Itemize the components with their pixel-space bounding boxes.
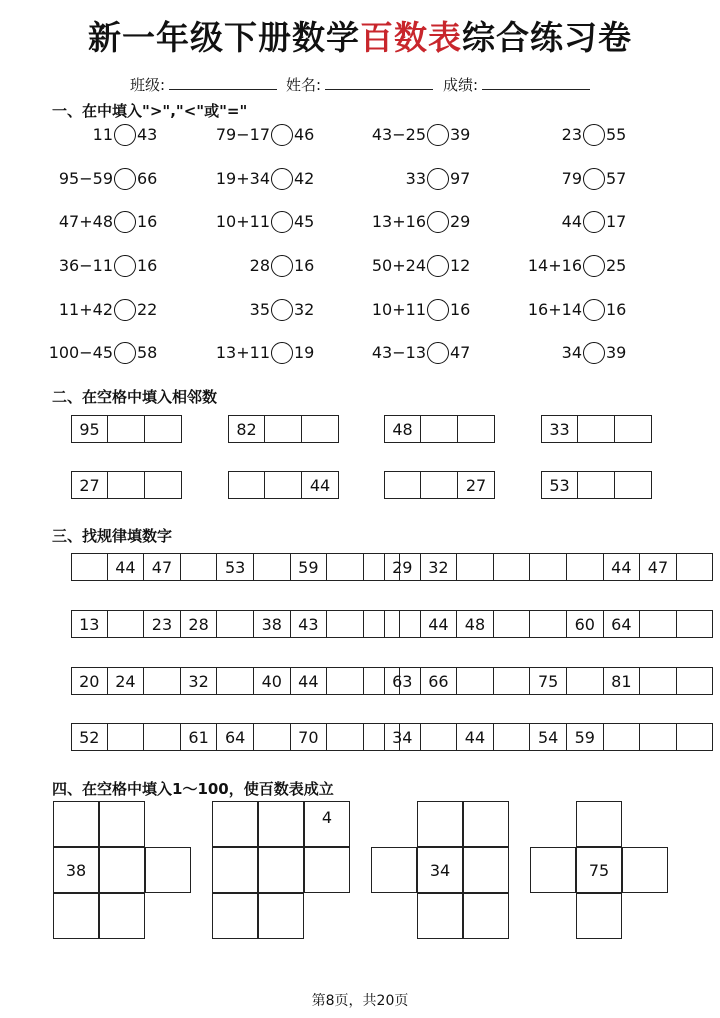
answer-cell[interactable] — [228, 471, 265, 499]
number-cell: 43 — [291, 610, 328, 638]
number-cell: 47 — [144, 553, 181, 581]
answer-cell[interactable] — [530, 847, 576, 893]
compare-right: 55 — [606, 124, 627, 144]
answer-circle[interactable] — [271, 168, 293, 190]
number-cell: 44 — [457, 723, 494, 751]
compare-left: 36−11 — [58, 255, 113, 275]
adjacent-group — [228, 471, 339, 499]
compare-item — [358, 121, 470, 147]
compare-right: 25 — [606, 255, 627, 275]
number-cell: 34 — [384, 723, 421, 751]
answer-cell[interactable] — [457, 667, 494, 695]
answer-cell[interactable] — [604, 723, 641, 751]
section3-heading: 三、找规律填数字 — [52, 527, 173, 545]
number-cell: 61 — [181, 723, 218, 751]
answer-cell[interactable] — [567, 553, 604, 581]
answer-cell[interactable] — [99, 847, 145, 893]
compare-right: 19 — [294, 342, 315, 362]
answer-cell[interactable] — [677, 723, 714, 751]
compare-right: 16 — [137, 255, 158, 275]
answer-cell[interactable] — [417, 801, 463, 847]
number-cell: 59 — [567, 723, 604, 751]
compare-item — [514, 165, 626, 191]
compare-left: 13+16 — [371, 211, 426, 231]
number-cell: 29 — [384, 553, 421, 581]
pattern-row — [71, 723, 400, 751]
compare-right: 43 — [137, 124, 158, 144]
answer-cell[interactable] — [677, 553, 714, 581]
compare-right: 16 — [450, 299, 471, 319]
compare-left: 10+11 — [215, 211, 270, 231]
number-cell: 38 — [53, 847, 99, 893]
answer-cell[interactable] — [457, 553, 494, 581]
answer-cell[interactable] — [327, 553, 364, 581]
number-cell: 59 — [291, 553, 328, 581]
answer-cell[interactable] — [384, 610, 421, 638]
answer-cell[interactable] — [108, 723, 145, 751]
answer-circle[interactable] — [427, 299, 449, 321]
answer-cell[interactable] — [327, 610, 364, 638]
number-cell: 60 — [567, 610, 604, 638]
adjacent-group — [541, 415, 652, 443]
number-cell: 13 — [71, 610, 108, 638]
compare-right: 32 — [294, 299, 315, 319]
answer-cell[interactable] — [530, 610, 567, 638]
number-cell: 75 — [576, 847, 622, 893]
number-cell: 20 — [71, 667, 108, 695]
compare-right: 97 — [450, 168, 471, 188]
number-cell: 48 — [457, 610, 494, 638]
answer-cell[interactable] — [463, 847, 509, 893]
number-cell: 82 — [228, 415, 265, 443]
answer-cell[interactable] — [71, 553, 108, 581]
title-highlight: 百数表 — [360, 18, 462, 57]
answer-cell[interactable] — [417, 893, 463, 939]
compare-left: 50+24 — [371, 255, 426, 275]
answer-cell[interactable] — [265, 471, 302, 499]
compare-item — [358, 208, 470, 234]
number-cell: 64 — [604, 610, 641, 638]
answer-cell[interactable] — [578, 415, 615, 443]
compare-left: 100−45 — [48, 342, 113, 362]
compare-left: 33 — [405, 168, 426, 188]
number-cell: 44 — [302, 471, 339, 499]
compare-item — [358, 165, 470, 191]
compare-left: 11 — [92, 124, 113, 144]
answer-circle[interactable] — [427, 255, 449, 277]
answer-cell[interactable] — [144, 723, 181, 751]
answer-cell[interactable] — [254, 553, 291, 581]
compare-item — [514, 121, 626, 147]
answer-circle[interactable] — [583, 168, 605, 190]
compare-left: 95−59 — [58, 168, 113, 188]
number-cell: 47 — [640, 553, 677, 581]
answer-circle[interactable] — [271, 211, 293, 233]
answer-cell[interactable] — [615, 415, 652, 443]
compare-right: 29 — [450, 211, 471, 231]
compare-item — [45, 121, 157, 147]
pattern-row — [384, 610, 713, 638]
answer-circle[interactable] — [583, 211, 605, 233]
answer-cell[interactable] — [108, 415, 145, 443]
number-cell: 53 — [217, 553, 254, 581]
answer-circle[interactable] — [114, 168, 136, 190]
number-cell: 70 — [291, 723, 328, 751]
compare-item — [45, 252, 157, 278]
compare-right: 16 — [294, 255, 315, 275]
answer-circle[interactable] — [427, 124, 449, 146]
answer-circle[interactable] — [427, 211, 449, 233]
adjacent-group — [71, 471, 182, 499]
answer-cell[interactable] — [463, 893, 509, 939]
adjacent-group — [384, 415, 495, 443]
compare-item — [202, 252, 314, 278]
answer-circle[interactable] — [271, 255, 293, 277]
answer-cell[interactable] — [302, 415, 339, 443]
answer-circle[interactable] — [583, 299, 605, 321]
number-cell: 48 — [384, 415, 421, 443]
score-field[interactable]: 成绩: — [443, 74, 590, 95]
compare-item — [45, 208, 157, 234]
answer-cell[interactable] — [145, 415, 182, 443]
page-title: 新一年级下册数学百数表综合练习卷 — [88, 18, 632, 57]
compare-right: 22 — [137, 299, 158, 319]
compare-right: 39 — [606, 342, 627, 362]
pattern-row — [71, 667, 400, 695]
answer-cell[interactable] — [640, 723, 677, 751]
number-cell: 44 — [421, 610, 458, 638]
number-cell: 28 — [181, 610, 218, 638]
number-cell: 34 — [417, 847, 463, 893]
compare-left: 11+42 — [58, 299, 113, 319]
number-cell: 75 — [530, 667, 567, 695]
answer-cell[interactable] — [145, 471, 182, 499]
answer-cell[interactable] — [494, 610, 531, 638]
number-cell: 81 — [604, 667, 641, 695]
compare-left: 19+34 — [215, 168, 270, 188]
compare-left: 43−25 — [371, 124, 426, 144]
answer-cell[interactable] — [145, 847, 191, 893]
answer-cell[interactable] — [463, 801, 509, 847]
pattern-row — [384, 553, 713, 581]
answer-cell[interactable] — [217, 610, 254, 638]
number-cell: 44 — [604, 553, 641, 581]
compare-right: 17 — [606, 211, 627, 231]
pattern-row — [384, 667, 713, 695]
compare-item — [358, 339, 470, 365]
compare-right: 46 — [294, 124, 315, 144]
compare-right: 58 — [137, 342, 158, 362]
answer-cell[interactable] — [384, 471, 421, 499]
number-cell: 4 — [304, 801, 350, 847]
compare-right: 16 — [137, 211, 158, 231]
answer-cell[interactable] — [108, 610, 145, 638]
answer-cell[interactable] — [327, 723, 364, 751]
compare-left: 35 — [249, 299, 270, 319]
number-cell: 23 — [144, 610, 181, 638]
compare-item — [202, 208, 314, 234]
answer-cell[interactable] — [254, 723, 291, 751]
pattern-row — [71, 610, 400, 638]
answer-cell[interactable] — [567, 667, 604, 695]
answer-circle[interactable] — [427, 168, 449, 190]
number-cell: 32 — [421, 553, 458, 581]
answer-cell[interactable] — [615, 471, 652, 499]
number-cell: 66 — [421, 667, 458, 695]
answer-circle[interactable] — [114, 342, 136, 364]
compare-item — [514, 296, 626, 322]
compare-right: 66 — [137, 168, 158, 188]
answer-cell[interactable] — [371, 847, 417, 893]
answer-cell[interactable] — [108, 471, 145, 499]
compare-left: 16+14 — [527, 299, 582, 319]
number-cell: 52 — [71, 723, 108, 751]
adjacent-group — [384, 471, 495, 499]
answer-cell[interactable] — [578, 471, 615, 499]
compare-item — [202, 165, 314, 191]
compare-left: 47+48 — [58, 211, 113, 231]
number-cell: 44 — [291, 667, 328, 695]
page-footer: 第8页，共20页 — [311, 993, 409, 1009]
compare-right: 16 — [606, 299, 627, 319]
answer-circle[interactable] — [114, 124, 136, 146]
answer-circle[interactable] — [114, 255, 136, 277]
compare-left: 79−17 — [215, 124, 270, 144]
compare-item — [202, 296, 314, 322]
answer-cell[interactable] — [258, 847, 304, 893]
compare-left: 13+11 — [215, 342, 270, 362]
number-cell: 53 — [541, 471, 578, 499]
answer-cell[interactable] — [530, 553, 567, 581]
number-cell: 32 — [181, 667, 218, 695]
answer-cell[interactable] — [494, 667, 531, 695]
section4-heading: 四、在空格中填入1～100，使百数表成立 — [52, 780, 334, 798]
answer-cell[interactable] — [258, 801, 304, 847]
compare-right: 45 — [294, 211, 315, 231]
compare-item — [514, 252, 626, 278]
answer-cell[interactable] — [212, 801, 258, 847]
number-cell: 44 — [108, 553, 145, 581]
answer-cell[interactable] — [421, 415, 458, 443]
answer-cell[interactable] — [576, 893, 622, 939]
answer-circle[interactable] — [114, 299, 136, 321]
answer-circle[interactable] — [271, 124, 293, 146]
answer-circle[interactable] — [427, 342, 449, 364]
answer-cell[interactable] — [99, 801, 145, 847]
number-cell: 63 — [384, 667, 421, 695]
compare-left: 10+11 — [371, 299, 426, 319]
answer-circle[interactable] — [583, 124, 605, 146]
compare-left: 43−13 — [371, 342, 426, 362]
compare-left: 23 — [561, 124, 582, 144]
compare-item — [358, 296, 470, 322]
answer-cell[interactable] — [53, 801, 99, 847]
compare-left: 14+16 — [527, 255, 582, 275]
adjacent-group — [71, 415, 182, 443]
compare-right: 47 — [450, 342, 471, 362]
compare-item — [514, 339, 626, 365]
answer-cell[interactable] — [421, 723, 458, 751]
name-field[interactable]: 姓名: — [286, 74, 433, 95]
answer-cell[interactable] — [99, 893, 145, 939]
answer-cell[interactable] — [212, 893, 258, 939]
answer-cell[interactable] — [622, 847, 668, 893]
number-cell: 95 — [71, 415, 108, 443]
answer-cell[interactable] — [677, 610, 714, 638]
answer-cell[interactable] — [217, 667, 254, 695]
answer-cell[interactable] — [640, 610, 677, 638]
number-cell: 33 — [541, 415, 578, 443]
pattern-row — [71, 553, 400, 581]
answer-cell[interactable] — [144, 667, 181, 695]
compare-item — [45, 339, 157, 365]
number-cell: 24 — [108, 667, 145, 695]
class-field[interactable]: 班级: — [130, 74, 277, 95]
answer-cell[interactable] — [212, 847, 258, 893]
compare-item — [45, 296, 157, 322]
number-cell: 64 — [217, 723, 254, 751]
answer-cell[interactable] — [304, 847, 350, 893]
answer-cell[interactable] — [181, 553, 218, 581]
number-cell: 38 — [254, 610, 291, 638]
answer-circle[interactable] — [114, 211, 136, 233]
number-cell: 40 — [254, 667, 291, 695]
compare-left: 79 — [561, 168, 582, 188]
answer-cell[interactable] — [494, 723, 531, 751]
answer-cell[interactable] — [576, 801, 622, 847]
compare-item — [202, 339, 314, 365]
answer-cell[interactable] — [421, 471, 458, 499]
compare-left: 44 — [561, 211, 582, 231]
compare-item — [202, 121, 314, 147]
section2-heading: 二、在空格中填入相邻数 — [52, 388, 218, 406]
answer-cell[interactable] — [265, 415, 302, 443]
compare-right: 39 — [450, 124, 471, 144]
number-cell: 54 — [530, 723, 567, 751]
compare-left: 34 — [561, 342, 582, 362]
pattern-row — [384, 723, 713, 751]
answer-cell[interactable] — [327, 667, 364, 695]
number-cell: 27 — [71, 471, 108, 499]
answer-cell[interactable] — [677, 667, 714, 695]
compare-item — [358, 252, 470, 278]
compare-item — [514, 208, 626, 234]
compare-item — [45, 165, 157, 191]
compare-right: 57 — [606, 168, 627, 188]
compare-right: 12 — [450, 255, 471, 275]
answer-cell[interactable] — [53, 893, 99, 939]
answer-cell[interactable] — [258, 893, 304, 939]
answer-circle[interactable] — [271, 342, 293, 364]
answer-cell[interactable] — [640, 667, 677, 695]
answer-circle[interactable] — [583, 342, 605, 364]
number-cell: 27 — [458, 471, 495, 499]
compare-right: 42 — [294, 168, 315, 188]
section1-heading: 一、在中填入">","<"或"=" — [52, 102, 248, 120]
adjacent-group — [541, 471, 652, 499]
compare-left: 28 — [249, 255, 270, 275]
answer-circle[interactable] — [583, 255, 605, 277]
answer-cell[interactable] — [494, 553, 531, 581]
answer-circle[interactable] — [271, 299, 293, 321]
answer-cell[interactable] — [458, 415, 495, 443]
adjacent-group — [228, 415, 339, 443]
